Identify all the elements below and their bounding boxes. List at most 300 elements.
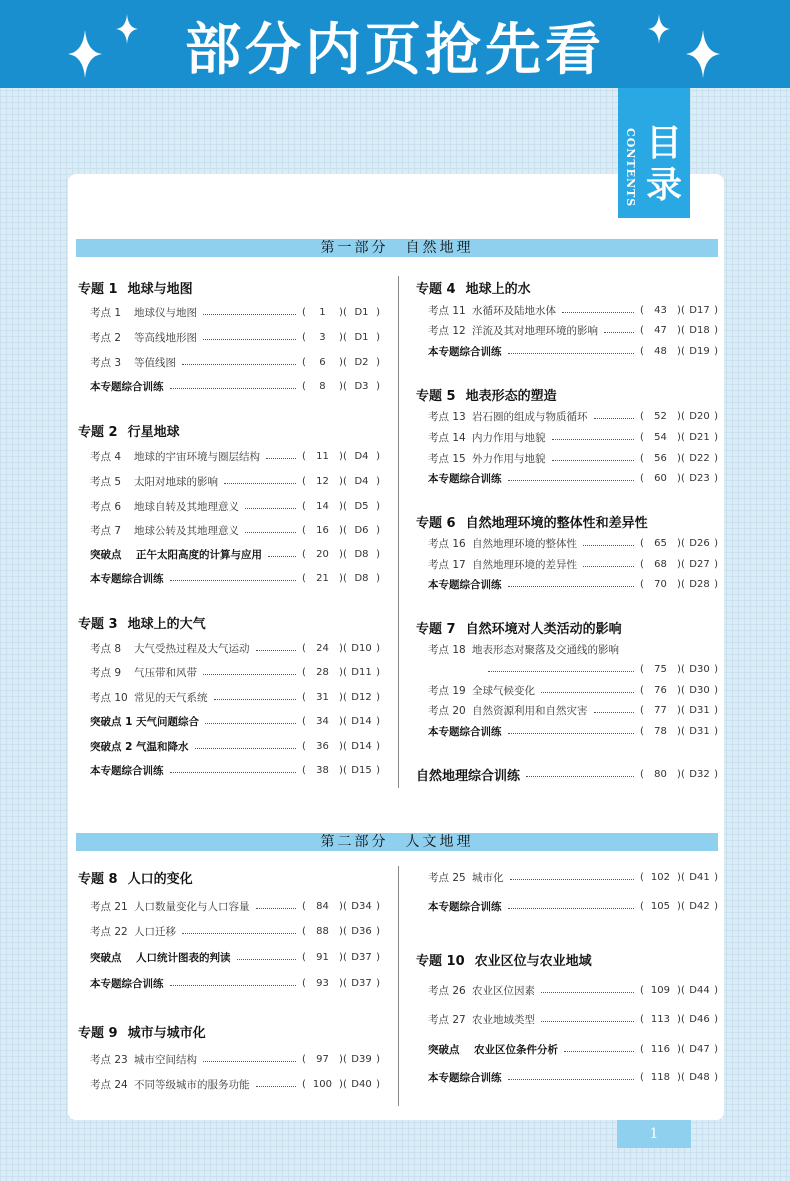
paren-open: (: [302, 1053, 306, 1065]
toc-breakpoint[interactable]: [78, 544, 380, 564]
toc-point[interactable]: [416, 427, 718, 447]
paren-open: (: [640, 1043, 644, 1055]
paren-close: ): [376, 450, 380, 462]
page-number-ref: 3: [319, 331, 326, 343]
point-label: 考点 25: [428, 871, 466, 884]
paren-sep: )(: [339, 900, 347, 912]
leader-dots: [214, 694, 297, 700]
paren-sep: )(: [339, 548, 347, 560]
paren-open: (: [302, 356, 306, 368]
page-reference: [640, 579, 718, 590]
leader-dots: [266, 453, 296, 459]
leader-dots: [203, 334, 296, 340]
paren-close: ): [714, 725, 718, 737]
paren-open: (: [302, 951, 306, 963]
point-label: 考点 10: [90, 691, 128, 704]
leader-dots: [594, 707, 635, 713]
page-number-ref: 77: [654, 704, 667, 716]
toc-training[interactable]: [78, 376, 380, 396]
header-banner: [0, 0, 790, 88]
page-number-ref: 105: [650, 900, 671, 912]
answer-page-ref: D1: [354, 306, 369, 318]
leader-dots: [182, 359, 296, 365]
paren-sep: )(: [339, 524, 347, 536]
answer-page-ref: D30: [689, 684, 710, 696]
page-number-ref: 31: [316, 691, 329, 703]
page-reference: [640, 346, 718, 357]
page-reference: [302, 549, 380, 560]
toc-point[interactable]: [416, 554, 718, 574]
page-number-ref: 93: [316, 977, 329, 989]
page-reference: [302, 476, 380, 487]
paren-sep: )(: [339, 356, 347, 368]
contents-title: 目录: [645, 122, 682, 206]
paren-open: (: [640, 984, 644, 996]
leader-dots: [562, 307, 634, 313]
paren-sep: )(: [677, 900, 685, 912]
point-label: 考点 2: [90, 331, 122, 344]
paren-open: (: [640, 1071, 644, 1083]
paren-sep: )(: [339, 380, 347, 392]
paren-open: (: [302, 740, 306, 752]
point-title: 自然资源利用和自然灾害: [472, 704, 588, 717]
toc-training[interactable]: [416, 721, 718, 741]
point-label: 考点 1: [90, 306, 122, 319]
answer-page-ref: D31: [689, 725, 710, 737]
paren-open: (: [302, 500, 306, 512]
toc-breakpoint[interactable]: [78, 947, 380, 967]
leader-dots: [182, 928, 296, 934]
page-reference: [302, 926, 380, 937]
paren-open: (: [302, 306, 306, 318]
paren-close: ): [376, 331, 380, 343]
point-label: 考点 19: [428, 684, 466, 697]
paren-close: ): [376, 764, 380, 776]
point-title: 城市空间结构: [134, 1053, 197, 1066]
toc-topic[interactable]: [78, 420, 380, 440]
paren-sep: )(: [677, 452, 685, 464]
answer-page-ref: D8: [354, 548, 369, 560]
toc-topic[interactable]: [416, 384, 718, 404]
breakpoint-title: 正午太阳高度的计算与应用: [136, 548, 262, 561]
paren-open: (: [302, 925, 306, 937]
toc-topic[interactable]: [78, 1021, 380, 1041]
toc-final-training[interactable]: [416, 764, 718, 784]
toc-point[interactable]: [416, 867, 718, 887]
contents-english: CONTENTS: [624, 128, 637, 208]
page-reference: [640, 901, 718, 912]
leader-dots: [256, 645, 297, 651]
toc-topic[interactable]: [416, 511, 718, 531]
paren-close: ): [714, 663, 718, 675]
paren-open: (: [640, 324, 644, 336]
paren-sep: )(: [677, 1071, 685, 1083]
paren-open: (: [640, 431, 644, 443]
paren-open: (: [640, 725, 644, 737]
toc-training[interactable]: [416, 574, 718, 594]
paren-sep: )(: [677, 663, 685, 675]
paren-close: ): [376, 380, 380, 392]
paren-close: ): [714, 324, 718, 336]
answer-page-ref: D47: [689, 1043, 710, 1055]
page-reference: [302, 978, 380, 989]
paren-sep: )(: [339, 331, 347, 343]
toc-topic[interactable]: [78, 867, 380, 887]
leader-dots: [508, 1074, 635, 1080]
point-title: 地球自转及其地理意义: [134, 500, 239, 513]
toc-topic[interactable]: [78, 277, 380, 297]
topic-label: 专题 5: [416, 388, 456, 404]
leader-dots: [508, 903, 635, 909]
page-reference: [302, 1054, 380, 1065]
leader-dots: [170, 980, 297, 986]
answer-page-ref: D32: [689, 768, 710, 780]
breakpoint-label: 突破点 1: [90, 715, 133, 728]
training-label: 本专题综合训练: [428, 725, 502, 738]
toc-point[interactable]: [416, 406, 718, 426]
page-reference: [640, 872, 718, 883]
page-number-ref: 8: [319, 380, 326, 392]
toc-point-continued[interactable]: [416, 659, 718, 679]
page-number-ref: 1: [319, 306, 326, 318]
topic-label: 专题 4: [416, 281, 456, 297]
page-number-ref: 97: [316, 1053, 329, 1065]
topic-label: 专题 3: [78, 616, 118, 632]
toc-point[interactable]: [78, 1074, 380, 1094]
answer-page-ref: D20: [689, 410, 710, 422]
toc-training[interactable]: [78, 760, 380, 780]
toc-point[interactable]: [78, 327, 380, 347]
page-reference: [302, 332, 380, 343]
answer-page-ref: D41: [689, 871, 710, 883]
paren-close: ): [714, 871, 718, 883]
paren-close: ): [714, 304, 718, 316]
answer-page-ref: D37: [351, 977, 372, 989]
breakpoint-title: 农业区位条件分析: [474, 1043, 558, 1056]
paren-sep: )(: [339, 1053, 347, 1065]
page-number-ref: 76: [654, 684, 667, 696]
toc-topic[interactable]: [78, 612, 380, 632]
paren-open: (: [640, 410, 644, 422]
page-number: 1: [617, 1120, 691, 1148]
paren-close: ): [714, 900, 718, 912]
paren-close: ): [714, 472, 718, 484]
paren-open: (: [640, 1013, 644, 1025]
toc-breakpoint[interactable]: [78, 736, 380, 756]
toc-topic[interactable]: [416, 277, 718, 297]
toc-training[interactable]: [78, 973, 380, 993]
point-label: 考点 4: [90, 450, 122, 463]
page-reference: [640, 473, 718, 484]
paren-sep: )(: [339, 691, 347, 703]
leader-dots: [552, 455, 635, 461]
paren-close: ): [376, 977, 380, 989]
leader-dots: [508, 348, 635, 354]
page-number-ref: 84: [316, 900, 329, 912]
paren-sep: )(: [339, 306, 347, 318]
point-label: 考点 16: [428, 537, 466, 550]
toc-breakpoint[interactable]: [416, 1039, 718, 1059]
toc-point[interactable]: [416, 700, 718, 720]
answer-page-ref: D4: [354, 475, 369, 487]
answer-page-ref: D30: [689, 663, 710, 675]
page-number-ref: 102: [650, 871, 671, 883]
page-reference: [640, 1072, 718, 1083]
paren-close: ): [714, 704, 718, 716]
paren-sep: )(: [339, 715, 347, 727]
page-reference: [302, 501, 380, 512]
toc-training[interactable]: [78, 568, 380, 588]
paren-close: ): [714, 768, 718, 780]
paren-sep: )(: [339, 1078, 347, 1090]
page-number-ref: 75: [654, 663, 667, 675]
topic-title: 地球上的水: [465, 281, 531, 297]
paren-open: (: [302, 691, 306, 703]
point-label: 考点 12: [428, 324, 466, 337]
toc-training[interactable]: [416, 896, 718, 916]
paren-open: (: [302, 548, 306, 560]
page-number-ref: 88: [316, 925, 329, 937]
toc-point[interactable]: [416, 448, 718, 468]
paren-close: ): [714, 1013, 718, 1025]
page-number-ref: 60: [654, 472, 667, 484]
paren-open: (: [640, 663, 644, 675]
point-title: 人口迁移: [134, 925, 176, 938]
paren-open: (: [302, 1078, 306, 1090]
page-number-ref: 21: [316, 572, 329, 584]
point-title: 内力作用与地貌: [472, 431, 546, 444]
page-number-ref: 34: [316, 715, 329, 727]
paren-open: (: [640, 537, 644, 549]
toc-point[interactable]: [78, 302, 380, 322]
toc-point[interactable]: [416, 980, 718, 1000]
topic-title: 人口的变化: [127, 871, 193, 887]
point-title: 气压带和风带: [134, 666, 197, 679]
answer-page-ref: D12: [351, 691, 372, 703]
answer-page-ref: D1: [354, 331, 369, 343]
toc-point[interactable]: [416, 300, 718, 320]
answer-page-ref: D40: [351, 1078, 372, 1090]
topic-label: 专题 6: [416, 515, 456, 531]
paren-close: ): [714, 345, 718, 357]
paren-close: ): [376, 548, 380, 560]
page-reference: [640, 432, 718, 443]
page-number-ref: 91: [316, 951, 329, 963]
page-number-ref: 24: [316, 642, 329, 654]
point-label: 考点 22: [90, 925, 128, 938]
toc-point[interactable]: [78, 896, 380, 916]
toc-point[interactable]: [416, 680, 718, 700]
topic-title: 城市与城市化: [127, 1025, 206, 1041]
toc-point[interactable]: [416, 1009, 718, 1029]
toc-point[interactable]: [78, 687, 380, 707]
answer-page-ref: D2: [354, 356, 369, 368]
leader-dots: [508, 728, 635, 734]
topic-label: 专题 1: [78, 281, 118, 297]
point-label: 考点 26: [428, 984, 466, 997]
leader-dots: [170, 575, 297, 581]
toc-topic[interactable]: [416, 949, 718, 969]
paren-open: (: [302, 380, 306, 392]
toc-topic[interactable]: [416, 617, 718, 637]
topic-title: 行星地球: [127, 424, 180, 440]
breakpoint-label: 突破点: [90, 951, 122, 964]
toc-point[interactable]: [78, 496, 380, 516]
answer-page-ref: D5: [354, 500, 369, 512]
page-number-ref: 118: [650, 1071, 671, 1083]
point-label: 考点 8: [90, 642, 122, 655]
leader-dots: [541, 687, 634, 693]
paren-close: ): [714, 537, 718, 549]
leader-dots: [237, 954, 297, 960]
paren-sep: )(: [339, 740, 347, 752]
paren-close: ): [376, 1053, 380, 1065]
column-divider: [398, 866, 399, 1106]
leader-dots: [203, 1056, 296, 1062]
answer-page-ref: D8: [354, 572, 369, 584]
topic-label: 专题 7: [416, 621, 456, 637]
page-number-ref: 16: [316, 524, 329, 536]
point-title: 自然地理环境的差异性: [472, 558, 577, 571]
answer-page-ref: D14: [351, 715, 372, 727]
toc-point[interactable]: [78, 638, 380, 658]
page-number-ref: 80: [654, 768, 667, 780]
training-label: 本专题综合训练: [90, 764, 164, 777]
toc-point[interactable]: [78, 1049, 380, 1069]
answer-page-ref: D28: [689, 578, 710, 590]
point-title: 自然地理环境的整体性: [472, 537, 577, 550]
page-number-ref: 11: [316, 450, 329, 462]
answer-page-ref: D4: [354, 450, 369, 462]
toc-training[interactable]: [416, 1067, 718, 1087]
page-reference: [640, 985, 718, 996]
point-title: 常见的天气系统: [134, 691, 208, 704]
paren-close: ): [376, 572, 380, 584]
answer-page-ref: D36: [351, 925, 372, 937]
answer-page-ref: D21: [689, 431, 710, 443]
answer-page-ref: D15: [351, 764, 372, 776]
page-reference: [640, 726, 718, 737]
leader-dots: [203, 309, 296, 315]
toc-point[interactable]: [416, 320, 718, 340]
answer-page-ref: D46: [689, 1013, 710, 1025]
toc-point[interactable]: [416, 639, 718, 659]
point-title: 农业区位因素: [472, 984, 535, 997]
paren-close: ): [376, 666, 380, 678]
toc-point[interactable]: [416, 533, 718, 553]
point-label: 考点 6: [90, 500, 122, 513]
point-title: 全球气候变化: [472, 684, 535, 697]
topic-title: 地球上的大气: [127, 616, 206, 632]
paren-open: (: [302, 524, 306, 536]
point-title: 地球的宇宙环境与圈层结构: [134, 450, 260, 463]
page-reference: [640, 538, 718, 549]
paren-close: ): [376, 356, 380, 368]
paren-close: ): [714, 431, 718, 443]
page-reference: [302, 451, 380, 462]
paren-sep: )(: [677, 410, 685, 422]
page-reference: [302, 573, 380, 584]
paren-open: (: [302, 977, 306, 989]
leader-dots: [256, 1081, 297, 1087]
point-title: 农业地域类型: [472, 1013, 535, 1026]
paren-sep: )(: [339, 642, 347, 654]
page-number-ref: 56: [654, 452, 667, 464]
page-reference: [302, 307, 380, 318]
paren-open: (: [302, 572, 306, 584]
paren-sep: )(: [339, 450, 347, 462]
page-reference: [302, 716, 380, 727]
point-title: 人口数量变化与人口容量: [134, 900, 250, 913]
point-label: 考点 18: [428, 643, 466, 656]
answer-page-ref: D34: [351, 900, 372, 912]
toc-point[interactable]: [78, 471, 380, 491]
paren-open: (: [640, 452, 644, 464]
toc-point[interactable]: [78, 921, 380, 941]
training-label: 本专题综合训练: [428, 578, 502, 591]
page-number-ref: 68: [654, 558, 667, 570]
paren-sep: )(: [677, 345, 685, 357]
toc-training[interactable]: [416, 468, 718, 488]
paren-sep: )(: [339, 977, 347, 989]
leader-dots: [594, 413, 635, 419]
toc-breakpoint[interactable]: [78, 711, 380, 731]
training-label: 本专题综合训练: [428, 1071, 502, 1084]
page-reference: [302, 741, 380, 752]
breakpoint-title: 天气问题综合: [136, 715, 199, 728]
part-one-title: 第一部分 自然地理: [76, 239, 718, 257]
point-title: 大气受热过程及大气运动: [134, 642, 250, 655]
point-title: 地表形态对聚落及交通线的影响: [472, 643, 619, 656]
paren-close: ): [376, 475, 380, 487]
toc-point[interactable]: [78, 520, 380, 540]
toc-point[interactable]: [78, 352, 380, 372]
paren-sep: )(: [339, 666, 347, 678]
leader-dots: [203, 669, 296, 675]
page-number-ref: 14: [316, 500, 329, 512]
answer-page-ref: D22: [689, 452, 710, 464]
paren-sep: )(: [677, 984, 685, 996]
toc-point[interactable]: [78, 662, 380, 682]
toc-training[interactable]: [416, 341, 718, 361]
leader-dots: [195, 743, 297, 749]
training-label: 本专题综合训练: [90, 977, 164, 990]
paren-sep: )(: [677, 324, 685, 336]
contents-tab: [618, 88, 690, 218]
page-reference: [302, 381, 380, 392]
paren-close: ): [376, 925, 380, 937]
page-reference: [302, 643, 380, 654]
page-reference: [640, 305, 718, 316]
answer-page-ref: D10: [351, 642, 372, 654]
leader-dots: [583, 540, 634, 546]
paren-sep: )(: [677, 558, 685, 570]
page-reference: [640, 685, 718, 696]
point-title: 外力作用与地貌: [472, 452, 546, 465]
point-label: 考点 15: [428, 452, 466, 465]
paren-close: ): [376, 900, 380, 912]
page-reference: [302, 901, 380, 912]
breakpoint-label: 突破点: [428, 1043, 460, 1056]
paren-open: (: [302, 900, 306, 912]
paren-sep: )(: [677, 704, 685, 716]
page-number-ref: 38: [316, 764, 329, 776]
breakpoint-label: 突破点: [90, 548, 122, 561]
toc-point[interactable]: [78, 446, 380, 466]
answer-page-ref: D11: [351, 666, 372, 678]
page-number-ref: 28: [316, 666, 329, 678]
paren-open: (: [302, 331, 306, 343]
